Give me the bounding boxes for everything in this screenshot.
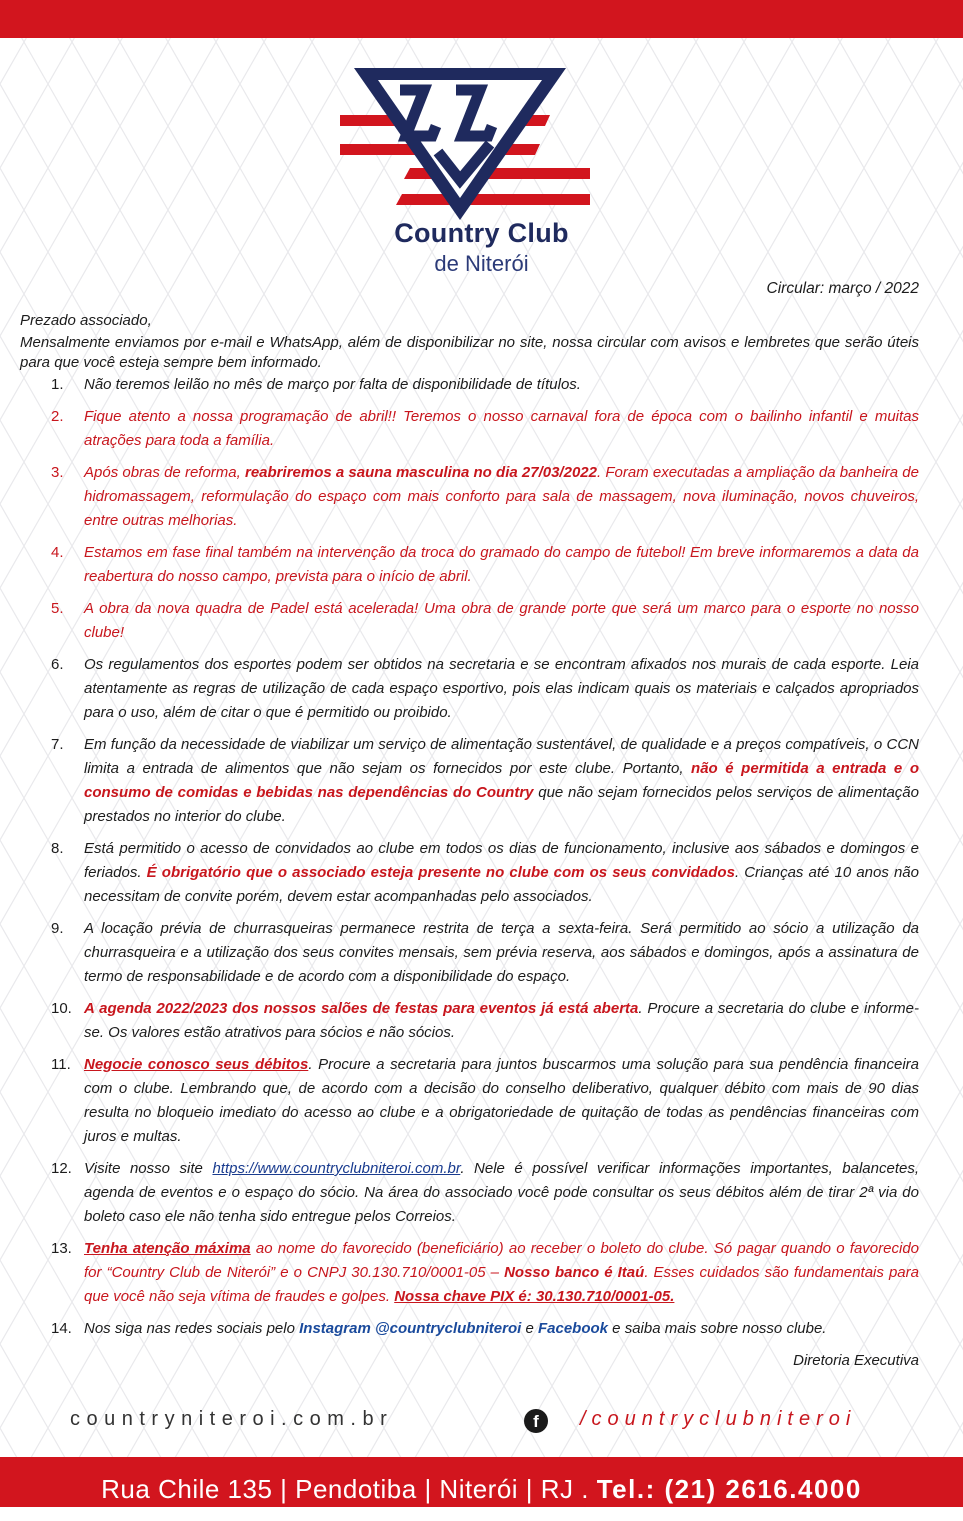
pix-key: Nossa chave PIX é: 30.130.710/0001-05.: [394, 1288, 675, 1305]
item-text: Nos siga nas redes sociais pelo: [84, 1320, 300, 1337]
list-item: [20, 597, 919, 645]
item-number: 12.: [51, 1160, 72, 1177]
list-item: [20, 997, 919, 1045]
address-text: Rua Chile 135 | Pendotiba | Niterói | RJ .: [101, 1474, 597, 1504]
list-item: [20, 1053, 919, 1149]
item-highlight: A agenda 2022/2023 dos nossos salões de festas para eventos já está aberta: [84, 1000, 639, 1017]
item-text: . Procure a secretaria para juntos buscarmos uma solução para sua pendência financeira com o clube. Lembrando que, de acordo com a decisão do conselho deliberativo, qualquer débito com mais de 90 dias resulta no bloqueio imediato do acesso ao clube e a obrigatoriedade de quitação de todas as pendências financeiras com juros e multas.: [84, 1056, 919, 1145]
greeting: Prezado associado,: [20, 312, 152, 329]
item-number: 6.: [51, 656, 64, 673]
item-highlight: reabriremos a sauna masculina no dia 27/03/2022: [245, 464, 597, 481]
item-text: A obra da nova quadra de Padel está acelerada! Uma obra de grande porte que será um marco para o esporte no nosso clube!: [84, 600, 919, 641]
item-number: 14.: [51, 1320, 72, 1337]
list-item: [20, 917, 919, 989]
facebook-link[interactable]: Facebook: [537, 1320, 609, 1337]
list-item: [20, 541, 919, 589]
item-text: Não teremos leilão no mês de março por falta de disponibilidade de títulos.: [84, 376, 581, 393]
item-number: 8.: [51, 840, 64, 857]
item-number: 13.: [51, 1240, 72, 1257]
list-item: [20, 1317, 919, 1341]
item-number: 4.: [51, 544, 64, 561]
item-text: Está permitido o acesso de convidados ao clube em todos os dias de funcionamento, inclusive aos sábados e domingos e feriados.: [84, 840, 919, 881]
website-link[interactable]: https://www.countryclubniteroi.com.br: [212, 1160, 461, 1177]
phone-number: Tel.: (21) 2616.4000: [596, 1474, 862, 1504]
list-item: [20, 405, 919, 453]
notice-list: [20, 373, 919, 1341]
item-number: 7.: [51, 736, 64, 753]
item-number: 9.: [51, 920, 64, 937]
footer-social-handle[interactable]: /countryclubniteroi: [580, 1408, 857, 1430]
signature: Diretoria Executiva: [793, 1352, 919, 1369]
item-text: . Foram executadas a ampliação da banheira de hidromassagem, reformulação do espaço com mais conforto para sala de massagem, nova iluminação, novos chuveiros, entre outras melhorias.: [84, 464, 919, 529]
item-text: Visite nosso site: [84, 1160, 213, 1177]
top-red-band: [0, 0, 963, 38]
item-text: Em função da necessidade de viabilizar um serviço de alimentação sustentável, de qualidade e a preços compatíveis, o CCN limita a entrada de alimentos que não sejam os fornecidos por este clube. Portanto,: [84, 736, 919, 777]
item-highlight: Negocie conosco seus débitos: [84, 1056, 309, 1073]
list-item: [20, 1157, 919, 1229]
letter-body: [20, 309, 919, 1373]
list-item: [20, 461, 919, 533]
item-highlight: É obrigatório que o associado esteja presente no clube com os seus convidados: [146, 864, 735, 881]
item-text: Os regulamentos dos esportes podem ser obtidos na secretaria e se encontram afixados nos murais de cada esporte. Leia atentamente as regras de utilização de cada espaço esportivo, pois elas indicam quais os materiais e calçados apropriados para o uso, além de citar o que é permitido ou proibido.: [84, 656, 919, 721]
item-text: e saiba mais sobre nosso clube.: [608, 1320, 827, 1337]
list-item: [20, 1237, 919, 1309]
brand-name: Country Club: [394, 218, 569, 248]
item-number: 1.: [51, 376, 64, 393]
item-text: . Procure a secretaria do clube e informe-se. Os valores estão atrativos para sócios e não sócios.: [84, 1000, 919, 1041]
item-number: 2.: [51, 408, 64, 425]
item-text: . Crianças até 10 anos não necessitam de convite porém, devem estar acompanhadas pelo associados.: [84, 864, 919, 905]
item-number: 10.: [51, 1000, 72, 1017]
item-number: 5.: [51, 600, 64, 617]
item-number: 3.: [51, 464, 64, 481]
item-text: Fique atento a nossa programação de abril!! Teremos o nosso carnaval fora de época com o bailinho infantil e muitas atrações para toda a família.: [84, 408, 919, 449]
item-text: e: [521, 1320, 538, 1337]
item-highlight: não é permitida a entrada e o consumo de comidas e bebidas nas dependências do Country: [84, 760, 919, 801]
intro-paragraph: Mensalmente enviamos por e-mail e WhatsApp, além de disponibilizar no site, nossa circular com avisos e lembretes que serão úteis para que você esteja sempre bem informado.: [20, 334, 919, 371]
circular-date: Circular: março / 2022: [766, 280, 919, 297]
instagram-handle[interactable]: Instagram @countryclubniteroi: [299, 1320, 522, 1337]
item-text: Estamos em fase final também na intervenção da troca do gramado do campo de futebol! Em breve informaremos a data da reabertura do nosso campo, prevista para o início de abril.: [84, 544, 919, 585]
list-item: [20, 373, 919, 397]
item-text: . Nele é possível verificar informações importantes, balancetes, agenda de eventos e o espaço do sócio. Na área do associado você pode consultar os seus débitos além de tirar 2ª via do boleto caso ele não tenha sido entregue pelos Correios.: [84, 1160, 920, 1225]
item-text: que não sejam fornecidos pelos serviços de alimentação prestados no interior do clube.: [84, 784, 919, 825]
list-item: [20, 837, 919, 909]
item-text: . Esses cuidados são fundamentais para que você não seja vítima de fraudes e golpes.: [84, 1264, 919, 1305]
footer-address: [0, 1457, 963, 1521]
item-text: A locação prévia de churrasqueiras permanece restrita de terça a sexta-feira. Será permitido ao sócio a utilização da churrasqueira e a utilização dos seus convites mensais, sem prévia reserva, aos sábados e domingos, após a assinatura de termo de responsabilidade e de acordo com a disponibilidade do espaço.: [84, 920, 919, 985]
item-number: 11.: [51, 1056, 71, 1073]
list-item: [20, 653, 919, 725]
item-text: ao nome do favorecido (beneficiário) ao receber o boleto do clube. Só pagar quando o favorecido for “Country Club de Niterói” e o CNPJ 30.130.710/0001-05 –: [84, 1240, 920, 1281]
bottom-red-band: [0, 1457, 963, 1507]
facebook-icon[interactable]: f: [524, 1409, 548, 1433]
brand-subtitle: de Niterói: [434, 251, 529, 276]
footer-website[interactable]: countryniteroi.com.br: [70, 1408, 394, 1430]
item-highlight: Tenha atenção máxima: [84, 1240, 251, 1257]
item-highlight: Nosso banco é Itaú: [504, 1264, 645, 1281]
item-text: Após obras de reforma,: [84, 464, 245, 481]
list-item: [20, 733, 919, 829]
